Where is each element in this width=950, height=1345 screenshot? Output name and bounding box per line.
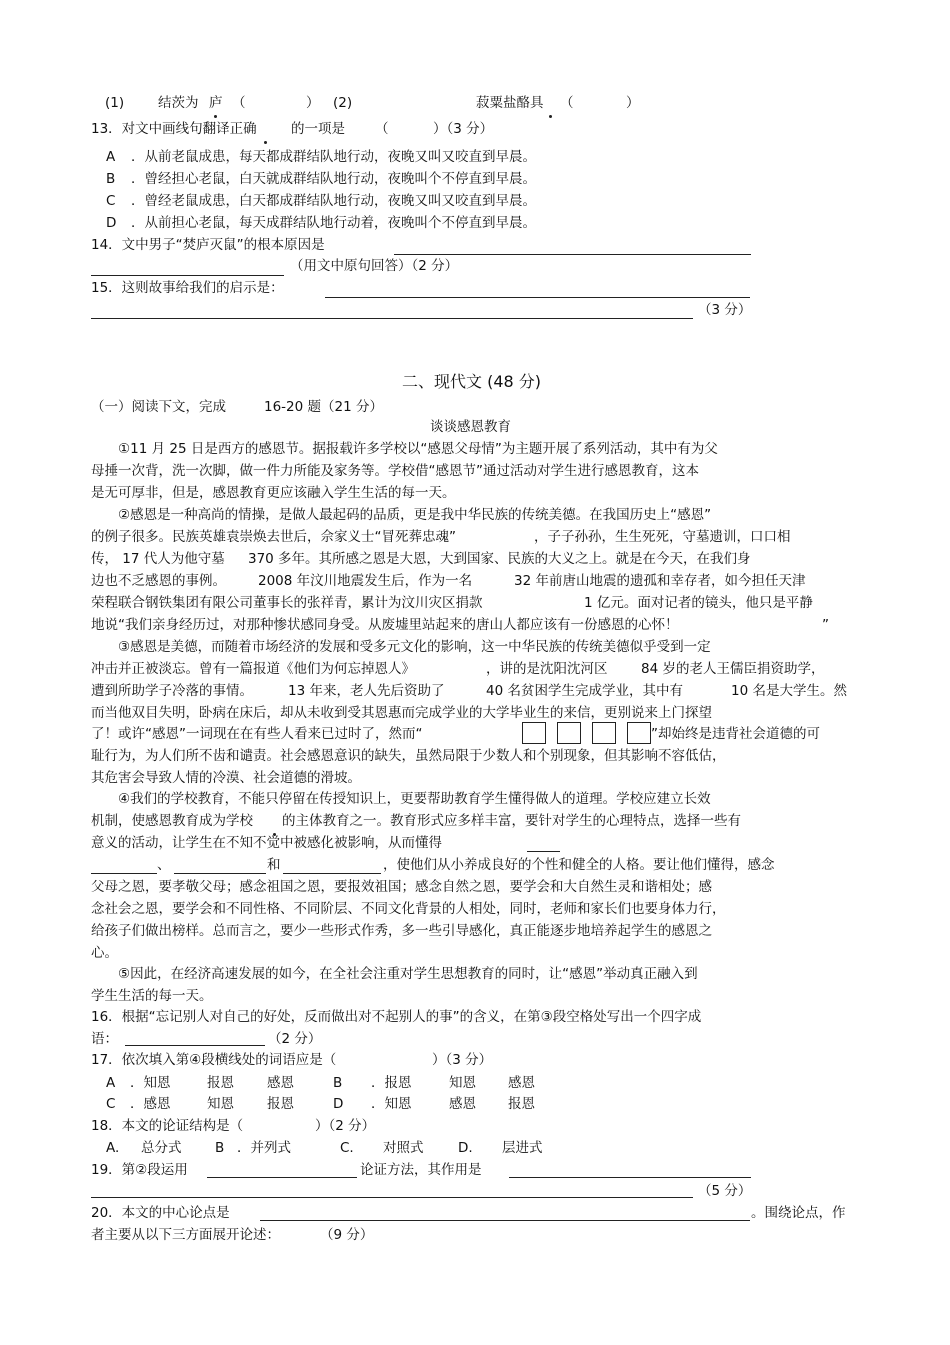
q18-option: B [215, 1140, 225, 1156]
q20-stem-b: 。围绕论点，作 [751, 1205, 846, 1221]
q13-option-letter: B [106, 171, 116, 187]
q18-stem: 18．本文的论证结构是（ [91, 1118, 244, 1134]
q17-option: 报恩 [207, 1075, 234, 1091]
q12-paren2: （ [560, 95, 574, 111]
p3-line: 13 年来，老人先后资助了 [288, 683, 445, 699]
q13-option-letter: D [106, 215, 117, 231]
p3-line: 而当他双目失明，卧病在床后，却从未收到受其恩惠而完成学业的大学毕业生的来信，更别说来上门探望 [91, 705, 712, 721]
emphasis-dot [214, 115, 217, 118]
q17-stem: 17．依次填入第④段横线处的词语应是（ [91, 1052, 337, 1068]
q17-option: C [106, 1096, 116, 1112]
q13-paren: （ [375, 121, 389, 137]
p4-line: 和 [267, 857, 281, 873]
subsection-intro-b: 16-20 题（21 分） [264, 399, 383, 415]
q12-paren1-close: ） [306, 95, 320, 111]
p2-line: ” [822, 617, 829, 633]
q18-option: 总分式 [141, 1140, 182, 1156]
q12-paren2-close: ） [626, 95, 640, 111]
q13-option-letter: C [106, 193, 116, 209]
p4-line: 给孩子们做出榜样。总而言之，要少一些形式作秀，多一些引导感化，真正能逐步地培养起学生的感恩之 [91, 923, 712, 939]
q20-score: （9 分） [320, 1227, 374, 1243]
p4-line: ，使他们从小养成良好的个性和健全的人格。要让他们懂得，感念 [383, 857, 775, 873]
p4-line: 机制，使感恩教育成为学校 [91, 813, 253, 829]
q14-note: （用文中原句回答）（2 分） [290, 258, 459, 274]
answer-line[interactable] [91, 1197, 693, 1198]
q17-option: ．感恩 [130, 1096, 171, 1112]
q17-option: 感恩 [267, 1075, 294, 1091]
p5-line: 学生生活的每一天。 [91, 988, 213, 1004]
answer-line[interactable] [91, 275, 284, 276]
q15-stem: 15．这则故事给我们的启示是： [91, 280, 284, 296]
q17-option: 知恩 [449, 1075, 476, 1091]
answer-line[interactable] [91, 318, 693, 319]
section-title: 二、现代文 (48 分) [402, 372, 542, 391]
q15-score: （3 分） [698, 302, 752, 318]
p2-line: 地说“我们亲身经历过，对那种惨状感同身受。从废墟里站起来的唐山人都应该有一份感恩的心怀！ [91, 617, 679, 633]
p3-line: 84 岁的老人王儒臣捐资助学， [641, 661, 825, 677]
answer-line[interactable] [527, 851, 560, 852]
q19-stem-b: 论证方法，其作用是 [360, 1162, 482, 1178]
p2-line: 32 年前唐山地震的遗孤和幸存者，如今担任天津 [514, 573, 806, 589]
p3-line: 耻行为，为人们所不齿和谴责。社会感恩意识的缺失，虽然局限于少数人和个别现象，但其影响不容低估， [91, 748, 726, 764]
article-title: 谈谈感恩教育 [430, 419, 511, 435]
answer-line[interactable] [325, 297, 750, 298]
p4-line: 、 [157, 857, 171, 873]
q17-option: 报恩 [508, 1096, 535, 1112]
q17-option: A [106, 1075, 116, 1091]
q17-option: 感恩 [508, 1075, 535, 1091]
q13-stem-b: 的一项是 [291, 121, 345, 137]
q12-num1: (1) [105, 95, 125, 111]
q13-option-text: ．曾经担心老鼠，白天就成群结队地行动，夜晚叫个不停直到早晨。 [131, 171, 536, 187]
p5-line: ⑤因此，在经济高速发展的如今，在全社会注重对学生思想教育的同时，让“感恩”举动真正融入到 [118, 966, 698, 982]
q19-stem: 19．第②段运用 [91, 1162, 188, 1178]
p3-line: ③感恩是美德，而随着市场经济的发展和受多元文化的影响，这一中华民族的传统美德似乎受到一定 [118, 639, 711, 655]
q17-option: 报恩 [267, 1096, 294, 1112]
q16-stem: 语： [91, 1031, 118, 1047]
p1-line: ①11 月 25 日是西方的感恩节。据报载许多学校以“感恩父母情”为主题开展了系列活动，其中有为父 [118, 441, 718, 457]
p1-line: 母捶一次背，洗一次脚，做一件力所能及家务等。学校借“感恩节”通过活动对学生进行感恩教育，这本 [91, 463, 699, 479]
p4-line: 意义的活动，让学生在不知不觉中被感化被影响，从而懂得 [91, 835, 442, 851]
q14-stem: 14．文中男子“焚庐灭鼠”的根本原因是 [91, 237, 325, 253]
idiom-char-box[interactable] [627, 722, 651, 744]
emphasis-dot [264, 141, 267, 144]
p2-line: 的例子很多。民族英雄袁崇焕去世后，佘家义士“冒死葬忠魂” [91, 529, 456, 545]
q16-score: （2 分） [268, 1031, 322, 1047]
q12-num2: (2) [333, 95, 353, 111]
q20-stem: 20．本文的中心论点是 [91, 1205, 230, 1221]
p2-line: 1 亿元。面对记者的镜头，他只是平静 [584, 595, 813, 611]
answer-line[interactable] [394, 254, 751, 255]
p2-line: 2008 年汶川地震发生后，作为一名 [258, 573, 473, 589]
q12-paren1: （ [232, 95, 246, 111]
q18-option: 层进式 [502, 1140, 543, 1156]
p1-line: 是无可厚非，但是，感恩教育更应该融入学生生活的每一天。 [91, 485, 456, 501]
p4-line: 心。 [91, 945, 118, 961]
q18-option: D. [458, 1140, 473, 1156]
q17-option: D [333, 1096, 344, 1112]
p3-line: ”却始终是违背社会道德的可 [651, 726, 820, 742]
q19-score: （5 分） [698, 1183, 752, 1199]
q16-stem: 16．根据“忘记别人对自己的好处，反而做出对不起别人的事”的含义，在第③段空格处写出一个四字成 [91, 1009, 702, 1025]
subsection-intro: （一）阅读下文，完成 [91, 399, 226, 415]
q18-option: C. [340, 1140, 354, 1156]
answer-line[interactable] [125, 1045, 265, 1046]
q12-word1: 结茨为 [158, 95, 199, 111]
p4-line: 念社会之恩，要学会和不同性格、不同阶层、不同文化背景的人相处，同时，老师和家长们也要身体力行， [91, 901, 726, 917]
p2-line: 370 多年。其所感之恩是大恩，大到国家、民族的大义之上。就是在今天，在我们身 [248, 551, 751, 567]
idiom-char-box[interactable] [522, 722, 546, 744]
p2-line: ，子子孙孙，生生死死，守墓遗训，口口相 [534, 529, 791, 545]
answer-line[interactable] [283, 873, 381, 874]
p3-line: 其危害会导致人情的冷漠、社会道德的滑坡。 [91, 770, 361, 786]
q17-option: 感恩 [449, 1096, 476, 1112]
p2-line: 荣程联合钢铁集团有限公司董事长的张祥青，累计为汶川灾区捐款 [91, 595, 483, 611]
p3-line: 10 名是大学生。然 [731, 683, 847, 699]
idiom-char-box[interactable] [592, 722, 616, 744]
q18-stem-close: ）（2 分） [315, 1118, 376, 1134]
q17-option: ．报恩 [371, 1075, 412, 1091]
q17-option: ．知恩 [130, 1075, 171, 1091]
q17-stem-close: ）（3 分） [432, 1052, 493, 1068]
p4-line: ④我们的学校教育，不能只停留在传授知识上，更要帮助教育学生懂得做人的道理。学校应建立长效 [118, 791, 711, 807]
answer-line[interactable] [174, 873, 266, 874]
idiom-char-box[interactable] [557, 722, 581, 744]
p4-line: 的主体教育之一。教育形式应多样丰富，要针对学生的心理特点，选择一些有 [282, 813, 741, 829]
q17-option: ．知恩 [371, 1096, 412, 1112]
p4-line: 父母之恩，要孝敬父母；感念祖国之恩，要报效祖国；感念自然之恩，要学会和大自然生灵和谐相处；感 [91, 879, 712, 895]
p2-line: 边也不乏感恩的事例。 [91, 573, 226, 589]
q18-option: A. [106, 1140, 120, 1156]
p3-line: 冲击并正被淡忘。曾有一篇报道《他们为何忘掉恩人》 [91, 661, 415, 677]
q13-option-text: ．从前担心老鼠，每天成群结队地行动着，夜晚叫个不停直到早晨。 [131, 215, 536, 231]
q13-option-text: ．从前老鼠成患，每天都成群结队地行动，夜晚又叫又咬直到早晨。 [131, 149, 536, 165]
emphasis-dot [549, 115, 552, 118]
answer-line[interactable] [260, 1220, 750, 1221]
answer-line[interactable] [207, 1177, 357, 1178]
q17-option: B [333, 1075, 343, 1091]
q13-paren-close: ）（3 分） [433, 121, 494, 137]
q18-option: 对照式 [383, 1140, 424, 1156]
p2-line: ②感恩是一种高尚的情操，是做人最起码的品质，更是我中华民族的传统美德。在我国历史上“感恩” [118, 507, 712, 523]
p3-line: ，讲的是沈阳沈河区 [486, 661, 608, 677]
p2-line: 传， 17 代人为他守墓 [91, 551, 225, 567]
answer-line[interactable] [91, 873, 157, 874]
q12-word2: 菽粟盐酪具 [476, 95, 544, 111]
p3-line: 40 名贫困学生完成学业，其中有 [486, 683, 683, 699]
p3-line: 了！或许“感恩”一词现在在有些人看来已过时了，然而“ [91, 726, 423, 742]
q18-option: ．并列式 [237, 1140, 291, 1156]
p3-line: 遭到所助学子冷落的事情。 [91, 683, 253, 699]
q12-char1: 庐 [209, 95, 223, 111]
answer-line[interactable] [509, 1177, 751, 1178]
q13-option-text: ．曾经老鼠成患，白天都成群结队地行动，夜晚又叫又咬直到早晨。 [131, 193, 536, 209]
q13-option-letter: A [106, 149, 116, 165]
q17-option: 知恩 [207, 1096, 234, 1112]
q13-stem: 13．对文中画线句翻译正确 [91, 121, 257, 137]
q20-line2: 者主要从以下三方面展开论述： [91, 1227, 280, 1243]
